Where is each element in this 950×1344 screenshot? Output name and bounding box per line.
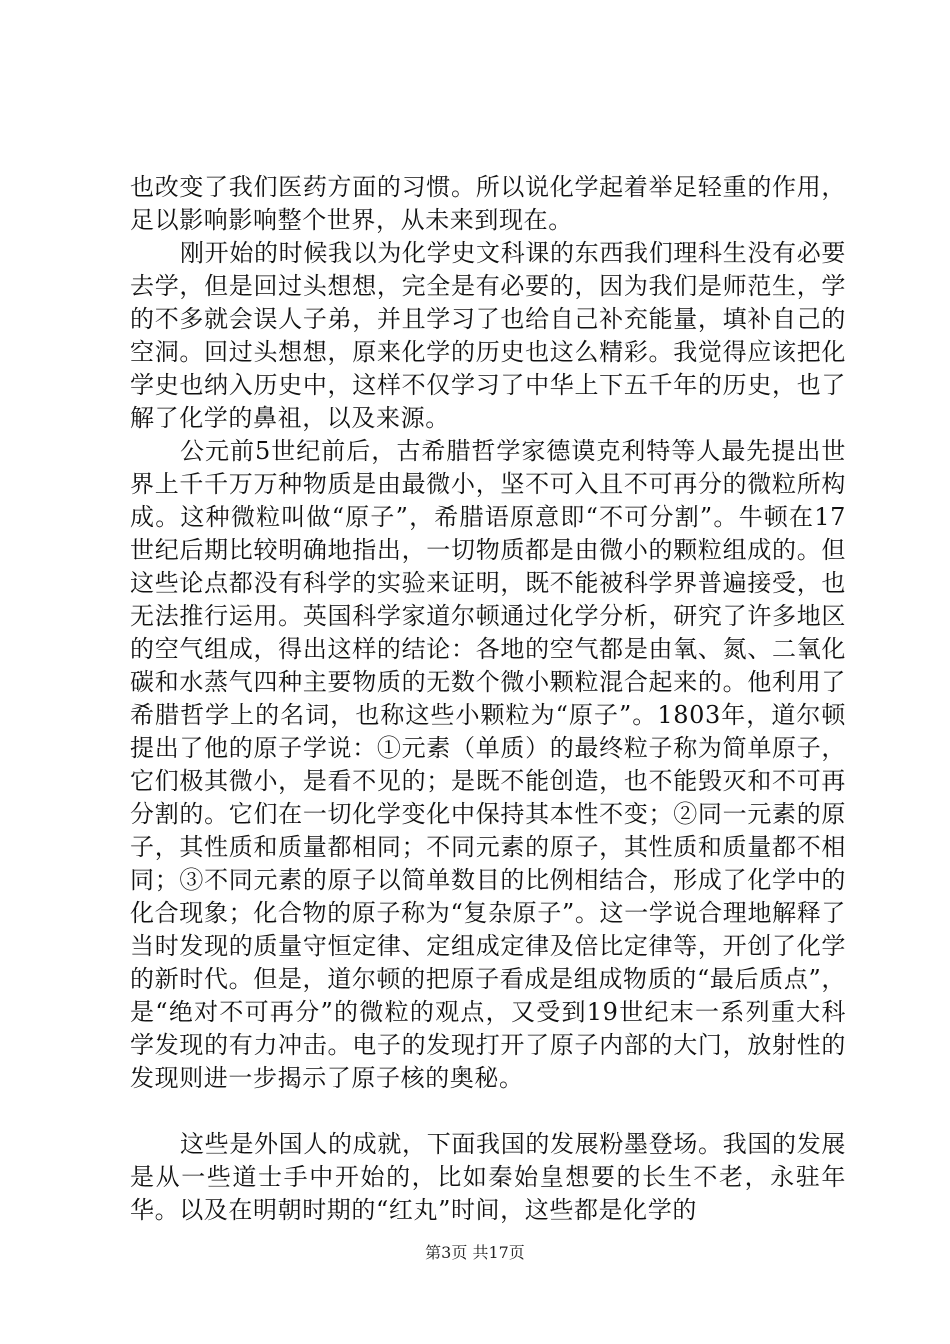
document-body <box>130 171 846 1227</box>
paragraph-continuation: 也改变了我们医药方面的习惯。所以说化学起着举足轻重的作用，足以影响影响整个世界，从未来到现在。 <box>130 173 846 234</box>
paragraph-reflection: 刚开始的时候我以为化学史文科课的东西我们理科生没有必要去学，但是回过头想想，完全是有必要的，因为我们是师范生，学的不多就会误人子弟，并且学习了也给自己补充能量，填补自己的空洞。回过头想想，原来化学的历史也这么精彩。我觉得应该把化学史也纳入历史中，这样不仅学习了中华上下五千年的历史，也了解了化学的鼻祖，以及来源。 <box>130 239 846 432</box>
paragraph-china-history: 这些是外国人的成就，下面我国的发展粉墨登场。我国的发展是从一些道士手中开始的，比如秦始皇想要的长生不老，永驻年华。以及在明朝时期的“红丸”时间，这些都是化学的 <box>130 1130 846 1224</box>
paragraph-atomic-theory: 公元前5世纪前后，古希腊哲学家德谟克利特等人最先提出世界上千千万万种物质是由最微小，坚不可入且不可再分的微粒所构成。这种微粒叫做“原子”，希腊语原意即“不可分割”。牛顿在17世纪后期比较明确地指出，一切物质都是由微小的颗粒组成的。但这些论点都没有科学的实验来证明，既不能被科学界普遍接受，也无法推行运用。英国科学家道尔顿通过化学分析，研究了许多地区的空气组成，得出这样的结论：各地的空气都是由氧、氮、二氧化碳和水蒸气四种主要物质的无数个微小颗粒混合起来的。他利用了希腊哲学上的名词，也称这些小颗粒为“原子”。1803年，道尔顿提出了他的原子学说：①元素（单质）的最终粒子称为简单原子，它们极其微小，是看不见的；是既不能创造，也不能毁灭和不可再分割的。它们在一切化学变化中保持其本性不变；②同一元素的原子，其性质和质量都相同；不同元素的原子，其性质和质量都不相同；③不同元素的原子以简单数目的比例相结合，形成了化学中的化合现象；化合物的原子称为“复杂原子”。这一学说合理地解释了当时发现的质量守恒定律、定组成定律及倍比定律等，开创了化学的新时代。但是，道尔顿的把原子看成是组成物质的“最后质点”，是“绝对不可再分”的微粒的观点，又受到19世纪末一系列重大科学发现的有力冲击。电子的发现打开了原子内部的大门，放射性的发现则进一步揭示了原子核的奥秘。 <box>130 437 846 1092</box>
page-number-footer: 第3页 共17页 <box>425 1243 525 1262</box>
